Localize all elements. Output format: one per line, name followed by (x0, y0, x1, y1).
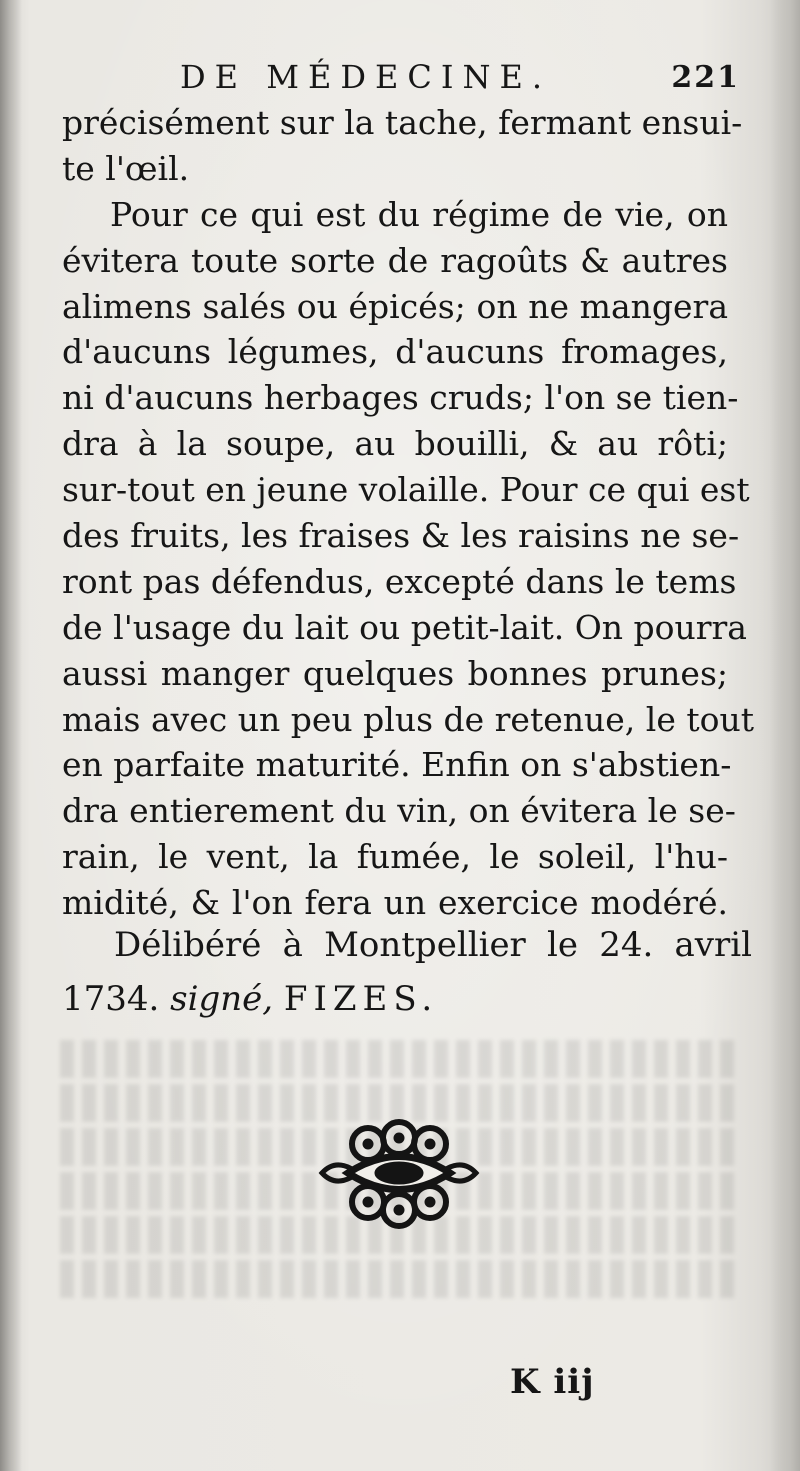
signer-name: FIZES. (283, 979, 439, 1019)
text-line: alimens salés ou épicés; on ne mangera (62, 286, 728, 326)
paragraph-first-line: Pour ce qui est du régime de vie, on (110, 194, 728, 234)
dateline-year: 1734. (62, 979, 160, 1019)
dateline (62, 918, 752, 1026)
text-line: midité, & l'on fera un exercice modéré. (62, 883, 728, 923)
text-line: sur-tout en jeune volaille. Pour ce qui est (62, 470, 750, 510)
floral-ornament-icon (318, 1118, 480, 1230)
text-line: te l'œil. (62, 148, 190, 188)
dateline-place-date: Délibéré à Montpellier le 24. avril (114, 925, 752, 965)
page-edge-shadow (770, 0, 800, 1471)
text-line: ni d'aucuns herbages cruds; l'on se tien- (62, 378, 739, 418)
text-line: ront pas défendus, excepté dans le tems (62, 561, 737, 601)
dateline-signature (62, 972, 752, 1026)
running-head (180, 58, 740, 102)
page-gutter-shadow (0, 0, 22, 1471)
text-line: évitera toute sorte de ragoûts & autres (62, 240, 728, 280)
signed-label: signé, (170, 979, 274, 1019)
text-line: dra à la soupe, au bouilli, & au rôti; (62, 424, 728, 464)
text-line: en parfaite maturité. Enfin on s'abstien- (62, 745, 732, 785)
body-text (62, 100, 754, 926)
text-line: de l'usage du lait ou petit-lait. On pourra (62, 607, 747, 647)
running-title: DE MÉDECINE. (180, 58, 551, 96)
text-line: d'aucuns légumes, d'aucuns fromages, (62, 332, 728, 372)
text-line: mais avec un peu plus de retenue, le tout (62, 699, 754, 739)
text-line: précisément sur la tache, fermant ensui- (62, 103, 743, 142)
text-line: des fruits, les fraises & les raisins ne se- (62, 516, 740, 556)
text-line: rain, le vent, la fumée, le soleil, l'hu- (62, 837, 728, 877)
page-number: 221 (671, 60, 740, 95)
text-line: aussi manger quelques bonnes prunes; (62, 653, 728, 693)
text-line: dra entierement du vin, on évitera le se- (62, 791, 736, 831)
signature-mark: K iij (510, 1362, 595, 1402)
